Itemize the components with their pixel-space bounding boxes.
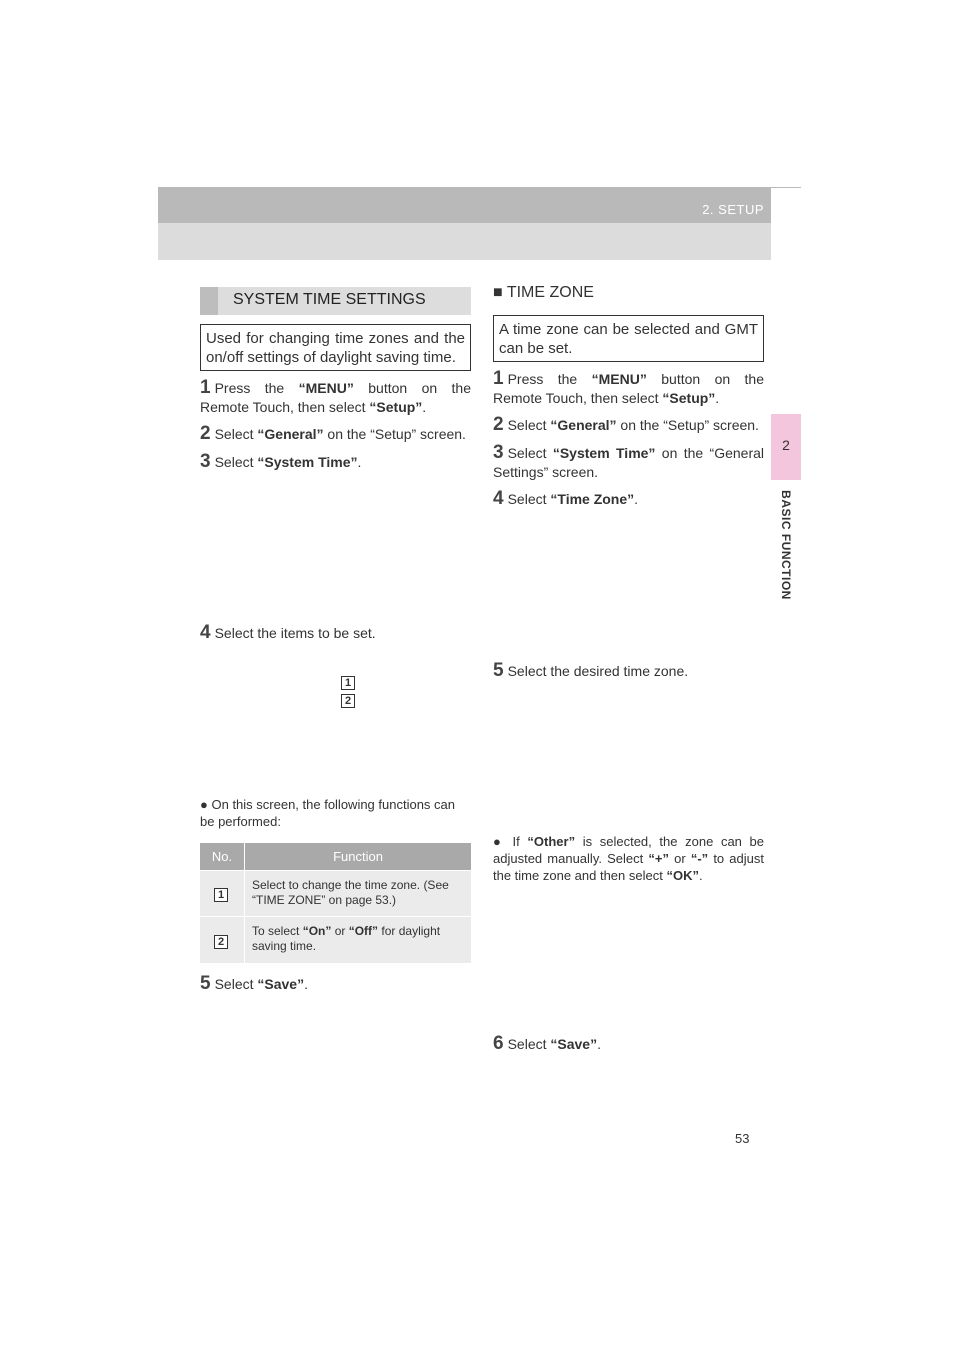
step-4: [200, 623, 471, 643]
step-number: 5: [493, 660, 504, 681]
chapter-title: 2. SETUP: [702, 202, 764, 217]
step-text: Select: [507, 1036, 551, 1052]
cell-text: To select: [252, 924, 303, 938]
step-text: .: [422, 399, 427, 415]
step-text: on the “Setup” screen.: [323, 426, 466, 442]
step-text: Press the: [507, 371, 592, 387]
bullet-note: [493, 833, 764, 884]
bullet-text: .: [698, 868, 703, 883]
step-keyword: “System Time”: [552, 445, 656, 461]
function-table-header: [200, 843, 471, 870]
step-2: [493, 415, 768, 435]
step-keyword: “Setup”: [662, 390, 716, 406]
step-keyword: “General”: [257, 426, 324, 442]
cell-text: for daylight saving time.: [252, 924, 441, 953]
step-text: button on the Remote Touch, then select: [493, 371, 764, 406]
step-1: [200, 378, 471, 417]
bullet-keyword: “-”: [690, 851, 709, 866]
step-number: 1: [200, 377, 211, 398]
step-number: 3: [200, 451, 211, 472]
row-function-text: [252, 924, 466, 954]
step-number: 5: [200, 973, 211, 994]
step-text: Select the desired time zone.: [507, 663, 689, 679]
step-5: [200, 974, 471, 994]
callout-marker-1: 1: [341, 676, 355, 690]
step-text: Select: [214, 454, 258, 470]
step-keyword: “General”: [550, 417, 617, 433]
step-text: .: [715, 390, 720, 406]
step-number: 1: [493, 368, 504, 389]
square-bullet-icon: ■: [493, 284, 503, 301]
step-keyword: “Save”: [257, 976, 305, 992]
intro-box: [493, 315, 764, 362]
bullet-text: is selected, the zone can be adjusted manually. Select: [493, 834, 764, 866]
step-keyword: “MENU”: [591, 371, 647, 387]
column-header-no: No.: [211, 849, 233, 864]
step-number: 4: [200, 622, 211, 643]
side-tab-number: 2: [782, 437, 790, 453]
step-keyword: “Save”: [550, 1036, 598, 1052]
table-row: [200, 917, 471, 963]
step-4: [493, 489, 764, 509]
side-tab-area: [771, 188, 801, 414]
bullet-note: [200, 796, 471, 830]
section-title: SYSTEM TIME SETTINGS: [233, 291, 426, 308]
bullet-text: On this screen, the following functions can be performed:: [200, 797, 456, 829]
step-keyword: “Time Zone”: [550, 491, 635, 507]
step-keyword: “System Time”: [257, 454, 358, 470]
step-text: .: [357, 454, 362, 470]
column-header-function: Function: [333, 849, 383, 864]
step-text: button on the Remote Touch, then select: [200, 380, 471, 415]
subsection-title: TIME ZONE: [506, 284, 594, 301]
step-text: .: [634, 491, 639, 507]
step-number: 2: [493, 414, 504, 435]
step-3: [200, 452, 471, 472]
bullet-text: If: [512, 834, 528, 849]
step-text: Select: [507, 445, 553, 461]
column-divider: [244, 871, 245, 916]
step-1: [493, 369, 764, 408]
bullet-text: or: [668, 851, 691, 866]
cell-keyword: “Off”: [348, 924, 379, 938]
step-number: 4: [493, 488, 504, 509]
step-3: [493, 443, 764, 482]
step-5: [493, 661, 764, 681]
step-text: Select: [507, 491, 551, 507]
row-marker: 2: [214, 935, 228, 949]
bullet-keyword: “Other”: [527, 834, 576, 849]
row-function-text: Select to change the time zone. (See “TIME ZONE” on page 53.): [252, 878, 449, 907]
step-number: 2: [200, 423, 211, 444]
intro-box: [200, 324, 471, 371]
step-text: Select: [214, 976, 258, 992]
cell-keyword: “On”: [302, 924, 332, 938]
step-keyword: “MENU”: [298, 380, 354, 396]
step-number: 6: [493, 1033, 504, 1054]
callout-marker-2: 2: [341, 694, 355, 708]
bullet-text: to adjust the time zone and then select: [493, 851, 764, 883]
step-text: on the “Setup” screen.: [616, 417, 759, 433]
step-keyword: “Setup”: [369, 399, 423, 415]
step-text: Select: [507, 417, 551, 433]
step-text: .: [304, 976, 308, 992]
step-text: .: [597, 1036, 601, 1052]
step-text: on the “General Settings” screen.: [493, 445, 764, 480]
step-2: [200, 424, 475, 444]
row-marker: 1: [214, 888, 228, 902]
bullet-icon: ●: [200, 797, 208, 812]
side-tab-label: BASIC FUNCTION: [779, 490, 793, 600]
bullet-icon: ●: [493, 834, 505, 849]
cell-text: or: [331, 924, 349, 938]
subsection-heading: [493, 284, 594, 302]
step-text: Select the items to be set.: [214, 625, 376, 641]
bullet-keyword: “+”: [648, 851, 669, 866]
column-divider: [244, 917, 245, 963]
step-6: [493, 1034, 764, 1054]
table-row: [200, 871, 471, 916]
step-text: Press the: [214, 380, 299, 396]
section-heading-marker: [200, 287, 218, 315]
step-text: Select: [214, 426, 258, 442]
header-subband: [158, 223, 801, 260]
step-number: 3: [493, 442, 504, 463]
page-number: 53: [735, 1131, 750, 1146]
bullet-keyword: “OK”: [666, 868, 699, 883]
intro-text: Used for changing time zones and the on/off settings of daylight saving time.: [206, 330, 465, 366]
intro-text: A time zone can be selected and GMT can be set.: [499, 321, 758, 357]
